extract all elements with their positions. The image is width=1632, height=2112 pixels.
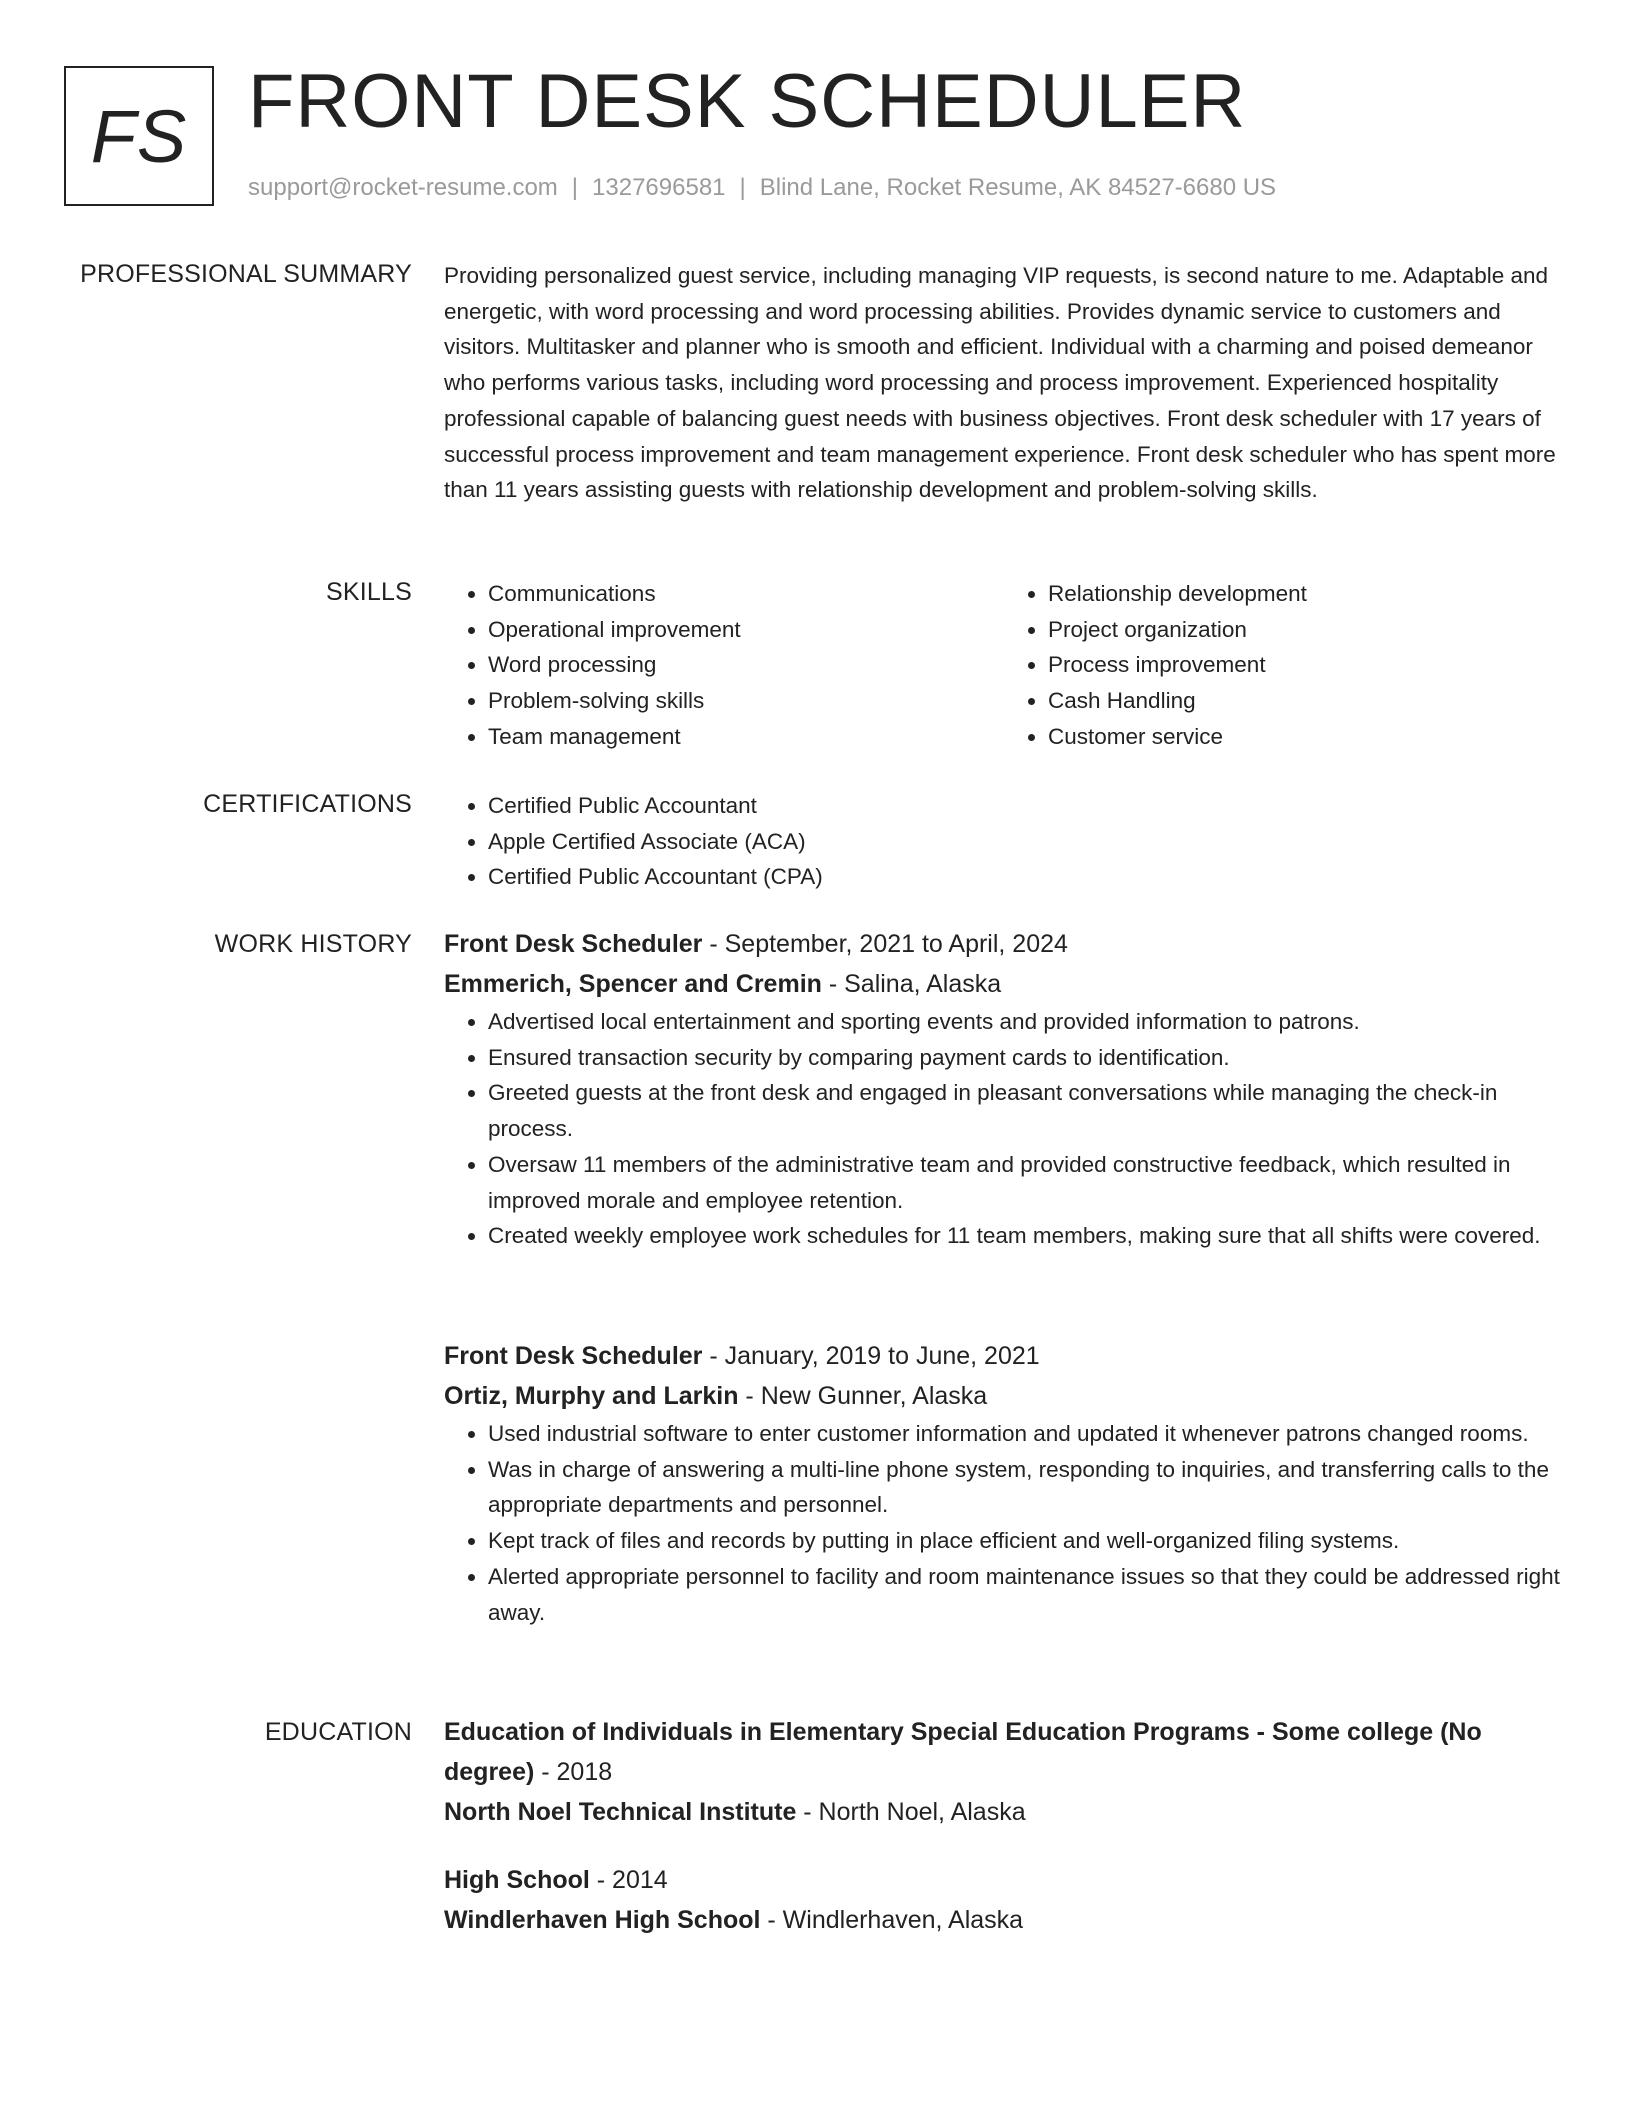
skills-list-right [1004,576,1564,755]
section-label-education: EDUCATION [264,1718,412,1746]
job-title: Front Desk Scheduler [444,930,703,958]
job-duty-item: • Alerted appropriate personnel to facility and room maintenance issues so that they could be addressed right away. [488,1559,1564,1630]
contact-address: Blind Lane, Rocket Resume, AK 84527-6680 US [759,174,1277,201]
job-dates: - January, 2019 to June, 2021 [702,1342,1040,1370]
job-company: Emmerich, Spencer and Cremin [444,970,822,998]
job-duty-item: • Created weekly employee work schedules for 11 team members, making sure that all shifts were covered. [488,1218,1564,1254]
skill-item: • Operational improvement [488,612,1004,648]
job-duty-item: • Kept track of files and records by putting in place efficient and well-organized filing systems. [488,1523,1564,1559]
job-company-line [444,1376,1564,1416]
job-company-line [444,964,1564,1004]
education-degree: Education of Individuals in Elementary Special Education Programs - Some college (No degree) [444,1718,1482,1786]
skill-item: • Project organization [1048,612,1564,648]
education-degree-line [444,1712,1564,1792]
certification-item: • Certified Public Accountant (CPA) [488,859,1564,895]
section-label-certifications: CERTIFICATIONS [203,790,412,818]
summary-body [444,258,1564,508]
education-year: - 2014 [589,1866,668,1894]
education-entry [444,1712,1564,1832]
monogram-logo: FS [64,66,214,206]
skill-item: • Relationship development [1048,576,1564,612]
skill-item: • Problem-solving skills [488,683,1004,719]
skills-body [444,576,1564,755]
education-school: Windlerhaven High School [444,1906,761,1934]
certification-item: • Certified Public Accountant [488,788,1564,824]
job-duties-list [444,1416,1564,1630]
skill-item: • Process improvement [1048,647,1564,683]
contact-separator: | [571,174,579,201]
skills-list-left [444,576,1004,755]
job-duty-item: • Oversaw 11 members of the administrative team and provided constructive feedback, which resulted in improved morale and employee retention. [488,1147,1564,1218]
job-dates: - September, 2021 to April, 2024 [702,930,1068,958]
job-title-line [444,1336,1564,1376]
resume-title: FRONT DESK SCHEDULER [248,59,1247,144]
certifications-body [444,788,1564,895]
education-year: - 2018 [534,1758,613,1786]
skills-grid [444,576,1564,755]
section-label-skills: SKILLS [326,578,412,606]
job-location: - New Gunner, Alaska [738,1382,988,1410]
job-duty-item: • Advertised local entertainment and sporting events and provided information to patrons. [488,1004,1564,1040]
contact-separator: | [739,174,746,201]
education-entry [444,1860,1564,1940]
job-location: - Salina, Alaska [821,970,1002,998]
skill-item: • Communications [488,576,1004,612]
summary-text: Providing personalized guest service, including managing VIP requests, is second nature to me. Adaptable and energetic, with word processing and word processing abilities. Provides dynamic service to customers and visitors. Multitasker and planner who is smooth and efficient. Individual with a charming and poised demeanor who performs various tasks, including word processing and process improvement. Experienced hospitality professional capable of balancing guest needs with business objectives. Front desk scheduler with 17 years of successful process improvement and team management experience. Front desk scheduler who has spent more than 11 years assisting guests with relationship development and problem-solving skills. [444,263,1556,503]
education-degree: High School [444,1866,590,1894]
job-entry [444,1336,1564,1630]
section-label-summary: PROFESSIONAL SUMMARY [80,260,412,288]
job-company: Ortiz, Murphy and Larkin [444,1382,739,1410]
job-title-line [444,924,1564,964]
contact-line [248,174,1276,202]
contact-phone[interactable]: 1327696581 [592,174,726,201]
job-duty-item: • Greeted guests at the front desk and engaged in pleasant conversations while managing the check-in process. [488,1075,1564,1146]
skill-item: • Team management [488,719,1004,755]
education-degree-line [444,1860,1564,1900]
skill-item: • Cash Handling [1048,683,1564,719]
job-entry [444,924,1564,1254]
job-duty-item: • Used industrial software to enter customer information and updated it whenever patrons changed rooms. [488,1416,1564,1452]
job-duty-item: • Was in charge of answering a multi-line phone system, responding to inquiries, and transferring calls to the appropriate departments and personnel. [488,1452,1564,1523]
job-duties-list [444,1004,1564,1254]
education-location: - North Noel, Alaska [796,1798,1026,1826]
skill-item: • Word processing [488,647,1004,683]
certification-item: • Apple Certified Associate (ACA) [488,824,1564,860]
education-location: - Windlerhaven, Alaska [760,1906,1024,1934]
job-duty-item: • Ensured transaction security by comparing payment cards to identification. [488,1040,1564,1076]
skill-item: • Customer service [1048,719,1564,755]
education-school-line [444,1900,1564,1940]
education-school-line [444,1792,1564,1832]
certifications-list [444,788,1564,895]
contact-email[interactable]: support@rocket-resume.com [248,174,558,201]
job-title: Front Desk Scheduler [444,1342,703,1370]
education-school: North Noel Technical Institute [444,1798,797,1826]
section-label-work-history: WORK HISTORY [214,930,412,958]
